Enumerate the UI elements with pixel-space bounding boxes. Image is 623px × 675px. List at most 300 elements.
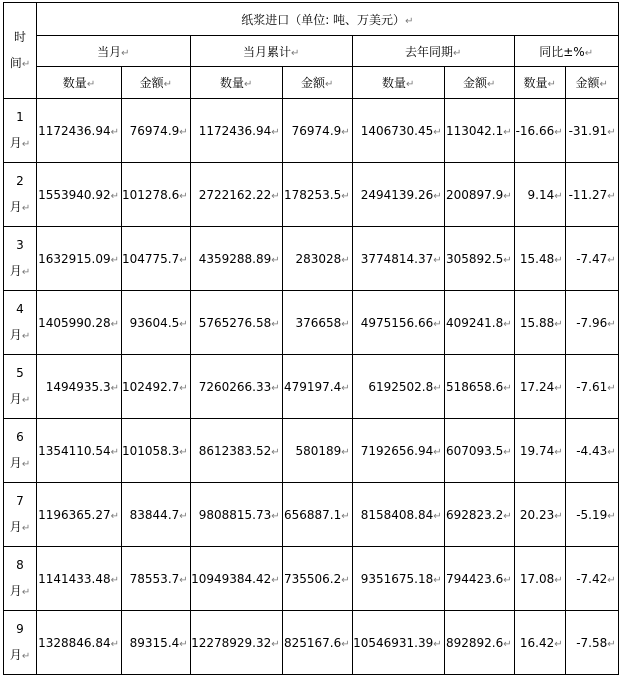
cell-value: 17.08 — [519, 571, 555, 586]
return-mark: ↵ — [607, 510, 616, 522]
table-cell — [122, 355, 191, 419]
return-mark: ↵ — [607, 190, 616, 202]
return-mark: ↵ — [21, 330, 31, 342]
month-number: 6 — [16, 429, 24, 444]
cell-value: -7.58 — [576, 635, 608, 650]
return-mark: ↵ — [271, 318, 280, 330]
return-mark: ↵ — [433, 574, 442, 586]
table-cell — [37, 611, 122, 675]
table-cell — [352, 227, 444, 291]
cell-value: 9.14 — [527, 187, 555, 202]
month-cell — [4, 547, 37, 611]
month-char: 月 — [9, 135, 22, 150]
table-cell — [565, 419, 618, 483]
cell-value: 17.24 — [519, 379, 555, 394]
table-cell — [565, 291, 618, 355]
cell-value: 9808815.73 — [198, 507, 272, 522]
cell-value: 20.23 — [519, 507, 555, 522]
return-mark: ↵ — [452, 47, 462, 59]
cell-value: 2494139.26 — [360, 187, 434, 202]
table-cell — [514, 99, 565, 163]
table-cell — [352, 483, 444, 547]
return-mark: ↵ — [554, 254, 563, 266]
table-cell — [514, 611, 565, 675]
month-number: 9 — [16, 621, 24, 636]
return-mark: ↵ — [179, 126, 188, 138]
table-cell — [444, 419, 514, 483]
cell-value: 735506.2 — [284, 571, 342, 586]
cell-value: 1141433.48 — [38, 571, 111, 586]
table-cell — [37, 483, 122, 547]
table-cell — [352, 547, 444, 611]
return-mark: ↵ — [179, 574, 188, 586]
return-mark: ↵ — [179, 254, 188, 266]
sub-header-row — [4, 67, 619, 99]
table-cell — [444, 99, 514, 163]
sub-header-label: 金额 — [300, 76, 325, 90]
group-label: 同比±% — [539, 44, 585, 59]
return-mark: ↵ — [21, 138, 31, 150]
cell-value: 607093.5 — [446, 443, 504, 458]
return-mark: ↵ — [324, 79, 334, 90]
table-cell — [565, 547, 618, 611]
cell-value: 101058.3 — [122, 443, 180, 458]
return-mark: ↵ — [110, 574, 119, 586]
table-cell — [122, 99, 191, 163]
table-cell — [282, 355, 352, 419]
table-cell — [190, 547, 282, 611]
month-number: 4 — [16, 301, 24, 316]
sub-header-label: 数量 — [523, 76, 548, 90]
return-mark: ↵ — [271, 382, 280, 394]
return-mark: ↵ — [433, 382, 442, 394]
cell-value: 76974.9 — [129, 123, 180, 138]
time-header-cell — [4, 3, 37, 99]
cell-value: 83844.7 — [129, 507, 180, 522]
table-cell — [444, 163, 514, 227]
month-cell — [4, 291, 37, 355]
return-mark: ↵ — [271, 510, 280, 522]
cell-value: 825167.6 — [284, 635, 342, 650]
return-mark: ↵ — [271, 190, 280, 202]
cell-value: -7.96 — [576, 315, 608, 330]
sub-header-cell — [122, 67, 191, 99]
return-mark: ↵ — [433, 254, 442, 266]
table-cell — [514, 483, 565, 547]
table-row — [4, 355, 619, 419]
table-cell — [565, 611, 618, 675]
return-mark: ↵ — [21, 586, 31, 598]
return-mark: ↵ — [503, 510, 512, 522]
table-cell — [122, 291, 191, 355]
return-mark: ↵ — [179, 190, 188, 202]
return-mark: ↵ — [179, 510, 188, 522]
table-cell — [282, 419, 352, 483]
table-cell — [352, 163, 444, 227]
return-mark: ↵ — [503, 446, 512, 458]
return-mark: ↵ — [271, 574, 280, 586]
table-cell — [565, 163, 618, 227]
sub-header-cell — [444, 67, 514, 99]
table-cell — [565, 227, 618, 291]
cell-value: 7192656.94 — [360, 443, 434, 458]
table-cell — [37, 547, 122, 611]
return-mark: ↵ — [433, 318, 442, 330]
cell-value: -4.43 — [576, 443, 608, 458]
cell-value: 6192502.8 — [368, 379, 434, 394]
cell-value: 656887.1 — [284, 507, 342, 522]
return-mark: ↵ — [290, 47, 300, 59]
return-mark: ↵ — [179, 318, 188, 330]
group-label: 当月累计 — [242, 44, 291, 59]
group-cumulative — [190, 36, 352, 67]
return-mark: ↵ — [271, 446, 280, 458]
cell-value: 518658.6 — [446, 379, 504, 394]
month-cell — [4, 611, 37, 675]
return-mark: ↵ — [503, 382, 512, 394]
cell-value: 409241.8 — [446, 315, 504, 330]
table-cell — [122, 227, 191, 291]
return-mark: ↵ — [607, 382, 616, 394]
cell-value: 5765276.58 — [198, 315, 272, 330]
sub-header-label: 数量 — [62, 76, 87, 90]
table-cell — [37, 355, 122, 419]
sub-header-cell — [514, 67, 565, 99]
return-mark: ↵ — [554, 510, 563, 522]
table-cell — [190, 99, 282, 163]
cell-value: 376658 — [295, 315, 342, 330]
return-mark: ↵ — [503, 638, 512, 650]
return-mark: ↵ — [433, 510, 442, 522]
table-cell — [190, 227, 282, 291]
group-current-month — [37, 36, 191, 67]
return-mark: ↵ — [341, 254, 350, 266]
cell-value: 101278.6 — [122, 187, 180, 202]
return-mark: ↵ — [341, 126, 350, 138]
table-cell — [444, 611, 514, 675]
cell-value: 1553940.92 — [38, 187, 111, 202]
month-char: 月 — [9, 199, 22, 214]
cell-value: 10949384.42 — [191, 571, 272, 586]
cell-value: -7.61 — [576, 379, 608, 394]
return-mark: ↵ — [21, 522, 31, 534]
return-mark: ↵ — [433, 638, 442, 650]
return-mark: ↵ — [405, 15, 414, 27]
month-char: 月 — [9, 583, 22, 598]
return-mark: ↵ — [503, 190, 512, 202]
return-mark: ↵ — [110, 318, 119, 330]
table-cell — [514, 291, 565, 355]
table-cell — [352, 99, 444, 163]
table-cell — [444, 291, 514, 355]
return-mark: ↵ — [179, 446, 188, 458]
return-mark: ↵ — [121, 47, 130, 59]
return-mark: ↵ — [110, 638, 119, 650]
return-mark: ↵ — [110, 446, 119, 458]
table-row — [4, 547, 619, 611]
return-mark: ↵ — [599, 79, 608, 90]
pulp-import-table — [3, 2, 619, 675]
table-cell — [122, 163, 191, 227]
table-cell — [444, 227, 514, 291]
month-cell — [4, 99, 37, 163]
cell-value: 1328846.84 — [38, 635, 111, 650]
cell-value: 93604.5 — [129, 315, 180, 330]
return-mark: ↵ — [86, 79, 96, 90]
month-number: 1 — [16, 109, 24, 124]
sub-header-cell — [352, 67, 444, 99]
table-cell — [514, 419, 565, 483]
table-cell — [190, 163, 282, 227]
table-cell — [190, 483, 282, 547]
table-cell — [190, 291, 282, 355]
month-cell — [4, 419, 37, 483]
sub-header-cell — [37, 67, 122, 99]
title-row — [4, 3, 619, 36]
cell-value: -31.91 — [568, 123, 608, 138]
cell-value: -11.27 — [568, 187, 608, 202]
table-cell — [282, 163, 352, 227]
month-number: 8 — [16, 557, 24, 572]
table-cell — [122, 611, 191, 675]
month-cell — [4, 227, 37, 291]
return-mark: ↵ — [271, 638, 280, 650]
return-mark: ↵ — [271, 126, 280, 138]
return-mark: ↵ — [271, 254, 280, 266]
return-mark: ↵ — [110, 382, 119, 394]
return-mark: ↵ — [607, 638, 616, 650]
cell-value: 794423.6 — [446, 571, 504, 586]
cell-value: 102492.7 — [122, 379, 180, 394]
table-cell — [282, 227, 352, 291]
cell-value: 1494935.3 — [45, 379, 111, 394]
return-mark: ↵ — [554, 574, 563, 586]
table-cell — [444, 547, 514, 611]
cell-value: -7.42 — [576, 571, 608, 586]
cell-value: 1632915.09 — [38, 251, 111, 266]
cell-value: 1196365.27 — [38, 507, 111, 522]
cell-value: 1172436.94 — [38, 123, 111, 138]
month-number: 7 — [16, 493, 24, 508]
return-mark: ↵ — [503, 254, 512, 266]
table-cell — [282, 611, 352, 675]
return-mark: ↵ — [341, 446, 350, 458]
cell-value: 2722162.22 — [198, 187, 272, 202]
cell-value: 178253.5 — [284, 187, 342, 202]
return-mark: ↵ — [21, 394, 31, 406]
table-cell — [190, 611, 282, 675]
table-cell — [190, 419, 282, 483]
table-cell — [122, 483, 191, 547]
sub-header-label: 金额 — [139, 76, 164, 90]
month-char: 月 — [9, 327, 22, 342]
return-mark: ↵ — [243, 79, 253, 90]
sub-header-cell — [190, 67, 282, 99]
month-char: 月 — [9, 391, 22, 406]
cell-value: 10546931.39 — [353, 635, 434, 650]
table-cell — [352, 419, 444, 483]
return-mark: ↵ — [21, 58, 31, 70]
return-mark: ↵ — [607, 126, 616, 138]
return-mark: ↵ — [433, 126, 442, 138]
return-mark: ↵ — [21, 202, 31, 214]
table-cell — [514, 163, 565, 227]
return-mark: ↵ — [503, 126, 512, 138]
table-row — [4, 163, 619, 227]
month-char: 月 — [9, 519, 22, 534]
return-mark: ↵ — [341, 382, 350, 394]
table-cell — [514, 227, 565, 291]
cell-value: 7260266.33 — [198, 379, 272, 394]
table-cell — [565, 355, 618, 419]
return-mark: ↵ — [554, 638, 563, 650]
group-label: 当月 — [97, 44, 122, 59]
return-mark: ↵ — [503, 318, 512, 330]
table-cell — [565, 483, 618, 547]
table-cell — [37, 227, 122, 291]
return-mark: ↵ — [554, 318, 563, 330]
table-cell — [37, 99, 122, 163]
cell-value: 4359288.89 — [198, 251, 272, 266]
return-mark: ↵ — [503, 574, 512, 586]
table-row — [4, 227, 619, 291]
cell-value: 15.88 — [519, 315, 555, 330]
table-cell — [352, 355, 444, 419]
cell-value: 479197.4 — [284, 379, 342, 394]
table-cell — [190, 355, 282, 419]
table-cell — [122, 419, 191, 483]
cell-value: 1172436.94 — [198, 123, 272, 138]
group-yoy — [514, 36, 618, 67]
return-mark: ↵ — [179, 382, 188, 394]
cell-value: 9351675.18 — [360, 571, 434, 586]
cell-value: 16.42 — [519, 635, 555, 650]
month-char: 月 — [9, 455, 22, 470]
return-mark: ↵ — [607, 446, 616, 458]
table-cell — [444, 483, 514, 547]
table-cell — [514, 547, 565, 611]
table-row — [4, 483, 619, 547]
return-mark: ↵ — [547, 79, 556, 90]
return-mark: ↵ — [433, 446, 442, 458]
cell-value: -7.47 — [576, 251, 608, 266]
sub-header-label: 金额 — [462, 76, 487, 90]
return-mark: ↵ — [179, 638, 188, 650]
cell-value: 78553.7 — [129, 571, 180, 586]
month-cell — [4, 163, 37, 227]
return-mark: ↵ — [554, 382, 563, 394]
cell-value: 19.74 — [519, 443, 555, 458]
table-cell — [282, 291, 352, 355]
cell-value: -16.66 — [515, 123, 555, 138]
cell-value: 892892.6 — [446, 635, 504, 650]
return-mark: ↵ — [110, 126, 119, 138]
return-mark: ↵ — [486, 79, 496, 90]
return-mark: ↵ — [163, 79, 173, 90]
return-mark: ↵ — [341, 190, 350, 202]
table-row — [4, 99, 619, 163]
cell-value: 8612383.52 — [198, 443, 272, 458]
return-mark: ↵ — [110, 510, 119, 522]
cell-value: 12278929.32 — [191, 635, 272, 650]
table-title: 纸浆进口（单位: 吨、万美元） — [241, 12, 406, 27]
table-cell — [122, 547, 191, 611]
cell-value: 200897.9 — [446, 187, 504, 202]
cell-value: 580189 — [295, 443, 342, 458]
group-last-year — [352, 36, 514, 67]
return-mark: ↵ — [341, 510, 350, 522]
return-mark: ↵ — [554, 190, 563, 202]
month-cell — [4, 355, 37, 419]
cell-value: 1406730.45 — [360, 123, 434, 138]
month-number: 2 — [16, 173, 24, 188]
return-mark: ↵ — [554, 126, 563, 138]
return-mark: ↵ — [433, 190, 442, 202]
cell-value: 692823.2 — [446, 507, 504, 522]
month-number: 3 — [16, 237, 24, 252]
return-mark: ↵ — [341, 638, 350, 650]
cell-value: 305892.5 — [446, 251, 504, 266]
table-cell — [444, 355, 514, 419]
sub-header-label: 金额 — [575, 76, 600, 90]
return-mark: ↵ — [405, 79, 415, 90]
cell-value: 15.48 — [519, 251, 555, 266]
return-mark: ↵ — [607, 318, 616, 330]
return-mark: ↵ — [554, 446, 563, 458]
month-cell — [4, 483, 37, 547]
cell-value: 104775.7 — [122, 251, 180, 266]
cell-value: 113042.1 — [446, 123, 504, 138]
sub-header-cell — [565, 67, 618, 99]
return-mark: ↵ — [110, 254, 119, 266]
table-cell — [37, 291, 122, 355]
return-mark: ↵ — [341, 574, 350, 586]
table-cell — [37, 419, 122, 483]
cell-value: 1405990.28 — [38, 315, 111, 330]
return-mark: ↵ — [21, 650, 31, 662]
cell-value: -5.19 — [576, 507, 608, 522]
group-label: 去年同期 — [404, 44, 453, 59]
month-char: 月 — [9, 263, 22, 278]
cell-value: 3774814.37 — [360, 251, 434, 266]
return-mark: ↵ — [21, 458, 31, 470]
sub-header-label: 数量 — [219, 76, 244, 90]
table-body — [4, 3, 619, 675]
sub-header-cell — [282, 67, 352, 99]
table-cell — [37, 163, 122, 227]
table-cell — [282, 547, 352, 611]
table-cell — [352, 611, 444, 675]
table-row — [4, 611, 619, 675]
table-title-cell — [37, 3, 619, 36]
cell-value: 1354110.54 — [38, 443, 111, 458]
time-label-2: 间 — [9, 55, 22, 70]
return-mark: ↵ — [584, 47, 594, 59]
table-cell — [352, 291, 444, 355]
table-cell — [282, 99, 352, 163]
cell-value: 76974.9 — [291, 123, 342, 138]
cell-value: 89315.4 — [129, 635, 180, 650]
cell-value: 8158408.84 — [360, 507, 434, 522]
sub-header-label: 数量 — [381, 76, 406, 90]
return-mark: ↵ — [607, 574, 616, 586]
time-label-1: 时 — [13, 29, 26, 44]
group-header-row — [4, 36, 619, 67]
month-number: 5 — [16, 365, 24, 380]
return-mark: ↵ — [110, 190, 119, 202]
table-row — [4, 291, 619, 355]
return-mark: ↵ — [21, 266, 31, 278]
